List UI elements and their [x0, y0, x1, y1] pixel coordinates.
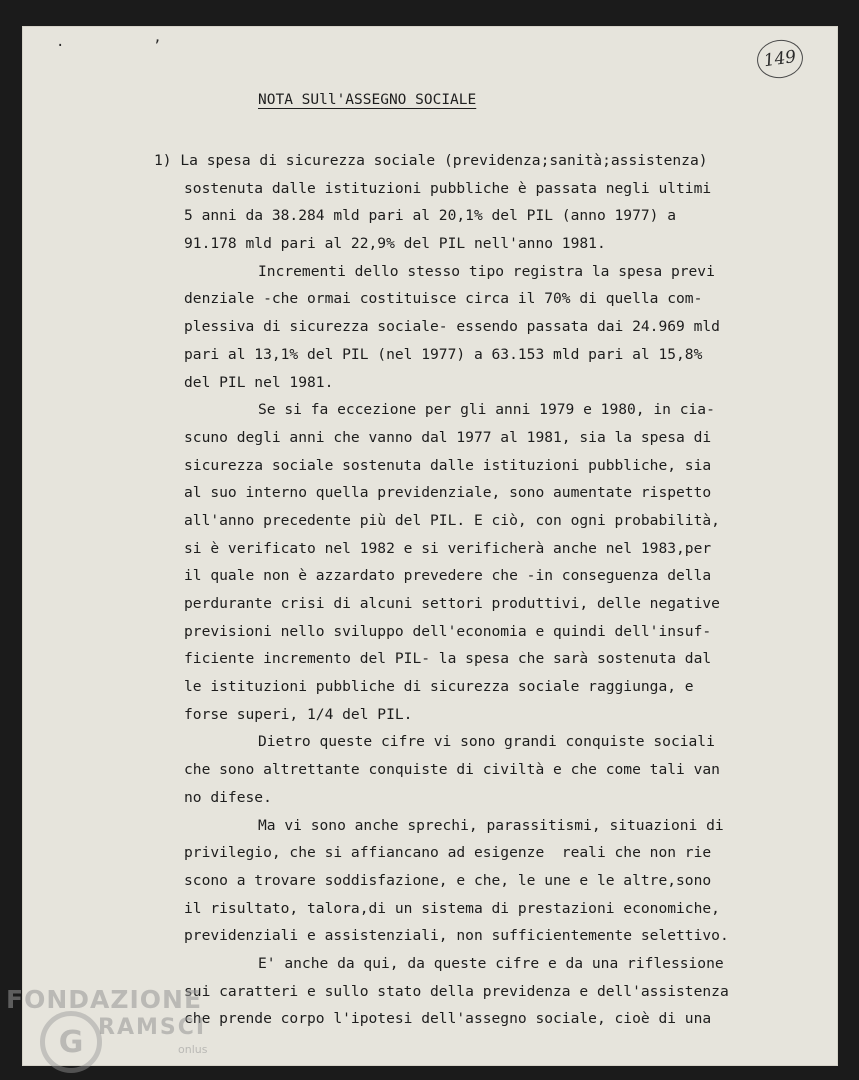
text-line: previdenziali e assistenziali, non sufficientemente selettivo. [184, 927, 729, 945]
text-line: previsioni nello sviluppo dell'economia e quindi dell'insuf- [184, 622, 712, 640]
document-body [154, 147, 794, 1033]
text-line: Ma vi sono anche sprechi, parassitismi, situazioni di [258, 816, 724, 834]
text-line: E' anche da qui, da queste cifre e da una riflessione [258, 954, 724, 972]
text-line: 1) La spesa di sicurezza sociale (previdenza;sanità;assistenza) [154, 152, 708, 169]
text-line: che sono altrettante conquiste di civiltà e che come tali van [184, 761, 720, 779]
gramsci-logo-icon: G [40, 1011, 102, 1073]
text-line: del PIL nel 1981. [184, 373, 334, 391]
page-number-circled: 149 [755, 37, 806, 81]
text-line: Dietro queste cifre vi sono grandi conquiste sociali [258, 733, 715, 751]
text-line: Se si fa eccezione per gli anni 1979 e 1980, in cia- [258, 401, 715, 419]
text-line: che prende corpo l'ipotesi dell'assegno sociale, cioè di una [184, 1010, 712, 1028]
corner-marks: · ʼ [56, 38, 202, 54]
text-line: ficiente incremento del PIL- la spesa che sarà sostenuta dal [184, 650, 712, 668]
text-line: all'anno precedente più del PIL. E ciò, con ogni probabilità, [184, 511, 720, 529]
text-line: no difese. [184, 788, 272, 806]
text-line: il risultato, talora,di un sistema di prestazioni economiche, [184, 899, 720, 917]
watermark-onlus: onlus [178, 1043, 208, 1056]
text-line: 5 anni da 38.284 mld pari al 20,1% del PIL (anno 1977) a [184, 207, 677, 225]
text-line: perdurante crisi di alcuni settori produttivi, delle negative [184, 595, 720, 612]
text-line: si è verificato nel 1982 e si verificherà anche nel 1983,per [184, 539, 712, 557]
text-line: denziale -che ormai costituisce circa il 70% di quella com- [184, 290, 703, 308]
document-title: NOTA SUll'ASSEGNO SOCIALE [258, 92, 477, 108]
text-line: sicurezza sociale sostenuta dalle istituzioni pubbliche, sia [184, 456, 712, 474]
watermark-line2: RAMSCI [98, 1015, 207, 1040]
text-line: sui caratteri e sullo stato della previdenza e dell'assistenza [184, 982, 729, 1000]
text-line: pari al 13,1% del PIL (nel 1977) a 63.153 mld pari al 15,8% [184, 345, 703, 363]
watermark-line1: FONDAZIONE [6, 985, 203, 1014]
text-line: scuno degli anni che vanno dal 1977 al 1981, sia la spesa di [184, 428, 712, 446]
document-page [22, 26, 838, 1066]
text-line: scono a trovare soddisfazione, e che, le une e le altre,sono [184, 871, 712, 889]
text-line: plessiva di sicurezza sociale- essendo passata dai 24.969 mld [184, 318, 720, 336]
text-line: privilegio, che si affiancano ad esigenze reali che non rie [184, 844, 712, 862]
text-line: Incrementi dello stesso tipo registra la spesa previ [258, 262, 715, 280]
fondazione-gramsci-watermark [6, 985, 208, 1060]
text-line: il quale non è azzardato prevedere che -in conseguenza della [184, 567, 712, 585]
text-line: 91.178 mld pari al 22,9% del PIL nell'anno 1981. [184, 235, 606, 253]
text-line: forse superi, 1/4 del PIL. [184, 705, 413, 723]
text-line: al suo interno quella previdenziale, sono aumentate rispetto [184, 484, 712, 502]
text-line: le istituzioni pubbliche di sicurezza sociale raggiunga, e [184, 678, 694, 696]
text-line: sostenuta dalle istituzioni pubbliche è passata negli ultimi [184, 179, 712, 197]
